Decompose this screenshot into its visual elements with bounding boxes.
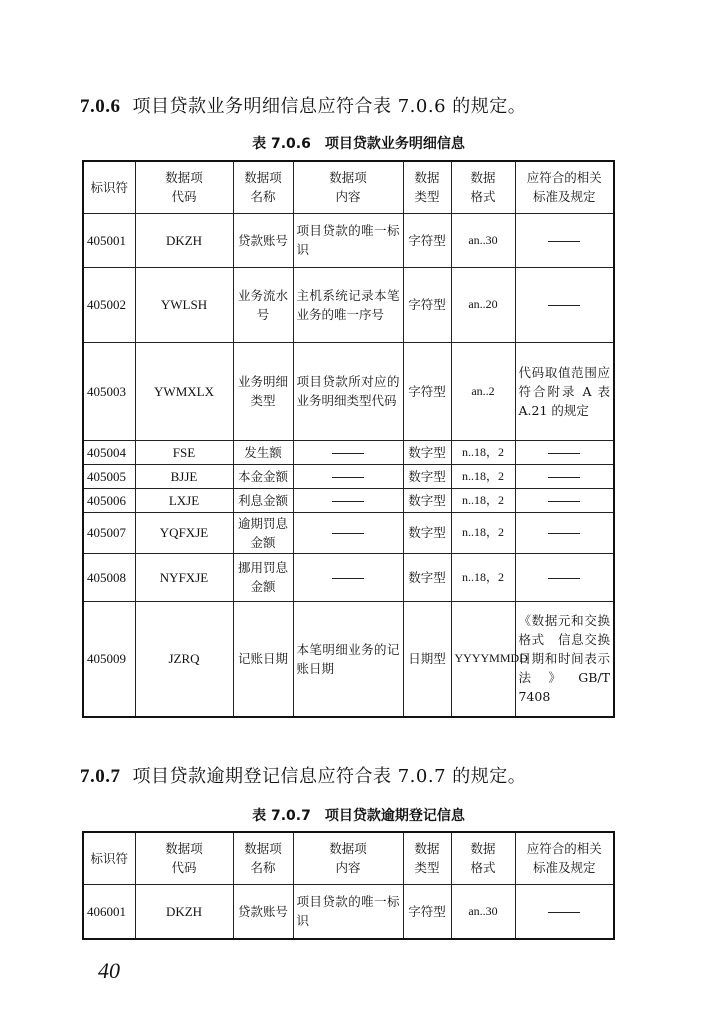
code-cell: YWLSH <box>135 267 233 342</box>
standard-cell <box>515 440 614 464</box>
table-body <box>83 884 614 939</box>
standard-cell <box>515 464 614 488</box>
format-cell: an..30 <box>451 884 515 939</box>
dash-mark <box>332 477 364 478</box>
dash-mark <box>332 501 364 502</box>
table-row <box>83 553 614 601</box>
format-cell: n..18，2 <box>451 512 515 553</box>
dash-mark <box>332 453 364 454</box>
content-cell: 项目贷款的唯一标识 <box>293 213 403 267</box>
dash-mark <box>548 305 580 306</box>
column-header: 数据项 名称 <box>233 161 293 213</box>
standard-cell <box>515 884 614 939</box>
table-row <box>83 512 614 553</box>
format-cell: n..18，2 <box>451 488 515 512</box>
identifier-cell: 406001 <box>83 884 135 939</box>
type-cell: 数字型 <box>403 464 451 488</box>
header-row <box>83 161 614 213</box>
standard-cell: 代码取值范围应符合附录 A 表 A.21 的规定 <box>515 342 614 440</box>
content-cell: 主机系统记录本笔业务的唯一序号 <box>293 267 403 342</box>
type-cell: 字符型 <box>403 213 451 267</box>
column-header: 数据 类型 <box>403 832 451 884</box>
standard-cell: 《数据元和交换格式 信息交换 日期和时间表示法》GB/T 7408 <box>515 601 614 717</box>
code-cell: YWMXLX <box>135 342 233 440</box>
name-cell: 逾期罚息金额 <box>233 512 293 553</box>
identifier-cell: 405007 <box>83 512 135 553</box>
identifier-cell: 405008 <box>83 553 135 601</box>
identifier-cell: 405004 <box>83 440 135 464</box>
code-cell: NYFXJE <box>135 553 233 601</box>
clause-text: 项目贷款逾期登记信息应符合表 7.0.7 的规定。 <box>132 766 527 787</box>
type-cell: 数字型 <box>403 553 451 601</box>
table-row <box>83 342 614 440</box>
name-cell: 利息金额 <box>233 488 293 512</box>
column-header: 数据项 内容 <box>293 832 403 884</box>
identifier-cell: 405003 <box>83 342 135 440</box>
column-header: 数据 类型 <box>403 161 451 213</box>
table-row <box>83 267 614 342</box>
dash-mark <box>548 241 580 242</box>
code-cell: BJJE <box>135 464 233 488</box>
table-body <box>83 213 623 717</box>
overdue-register-table <box>82 831 615 940</box>
dash-mark <box>548 912 580 913</box>
clause-text: 项目贷款业务明细信息应符合表 7.0.6 的规定。 <box>132 96 527 117</box>
column-header: 数据项 内容 <box>293 161 403 213</box>
identifier-cell: 405009 <box>83 601 135 717</box>
dash-mark <box>548 453 580 454</box>
identifier-cell: 405006 <box>83 488 135 512</box>
clause-number: 7.0.6 <box>80 96 121 117</box>
column-header: 数据项 代码 <box>135 832 233 884</box>
format-cell: n..18，2 <box>451 440 515 464</box>
clause-number: 7.0.7 <box>80 766 121 787</box>
column-header: 数据项 名称 <box>233 832 293 884</box>
table-header <box>83 161 614 213</box>
name-cell: 挪用罚息金额 <box>233 553 293 601</box>
content-cell: 本笔明细业务的记账日期 <box>293 601 403 717</box>
code-cell: LXJE <box>135 488 233 512</box>
column-header: 数据 格式 <box>451 161 515 213</box>
dash-mark <box>332 533 364 534</box>
name-cell: 业务明细类型 <box>233 342 293 440</box>
name-cell: 贷款账号 <box>233 213 293 267</box>
name-cell: 本金金额 <box>233 464 293 488</box>
format-cell: an..2 <box>451 342 515 440</box>
content-cell <box>293 440 403 464</box>
dash-mark <box>548 477 580 478</box>
code-cell: DKZH <box>135 213 233 267</box>
column-header: 应符合的相关 标准及规定 <box>515 161 614 213</box>
code-cell: YQFXJE <box>135 512 233 553</box>
identifier-cell: 405001 <box>83 213 135 267</box>
table-row <box>83 601 614 717</box>
standard-cell <box>515 488 614 512</box>
identifier-cell: 405005 <box>83 464 135 488</box>
content-cell <box>293 553 403 601</box>
table-row <box>83 213 614 267</box>
standard-cell <box>515 213 614 267</box>
name-cell: 记账日期 <box>233 601 293 717</box>
dash-mark <box>548 501 580 502</box>
type-cell: 数字型 <box>403 488 451 512</box>
name-cell: 贷款账号 <box>233 884 293 939</box>
column-header: 数据 格式 <box>451 832 515 884</box>
content-cell <box>293 464 403 488</box>
type-cell: 字符型 <box>403 342 451 440</box>
content-cell: 项目贷款的唯一标识 <box>293 884 403 939</box>
format-cell: an..20 <box>451 267 515 342</box>
standard-cell <box>515 512 614 553</box>
code-cell: JZRQ <box>135 601 233 717</box>
type-cell: 字符型 <box>403 884 451 939</box>
loan-detail-table <box>82 160 623 718</box>
column-header: 应符合的相关 标准及规定 <box>515 832 614 884</box>
clause-7-0-7 <box>80 762 526 788</box>
standard-cell <box>515 267 614 342</box>
header-row <box>83 832 614 884</box>
format-cell: an..30 <box>451 213 515 267</box>
page-number: 40 <box>98 958 120 983</box>
name-cell: 发生额 <box>233 440 293 464</box>
table-row <box>83 440 614 464</box>
name-cell: 业务流水号 <box>233 267 293 342</box>
table-row <box>83 464 614 488</box>
column-header: 标识符 <box>83 161 135 213</box>
content-cell: 项目贷款所对应的业务明细类型代码 <box>293 342 403 440</box>
code-cell: FSE <box>135 440 233 464</box>
format-cell: n..18，2 <box>451 553 515 601</box>
column-header: 标识符 <box>83 832 135 884</box>
type-cell: 字符型 <box>403 267 451 342</box>
table-caption: 表 7.0.7 项目贷款逾期登记信息 <box>252 808 465 824</box>
type-cell: 日期型 <box>403 601 451 717</box>
dash-mark <box>548 578 580 579</box>
column-header: 数据项 代码 <box>135 161 233 213</box>
dash-mark <box>548 533 580 534</box>
format-cell: YYYYMMDD <box>451 601 515 717</box>
standard-cell <box>515 553 614 601</box>
type-cell: 数字型 <box>403 512 451 553</box>
table-header <box>83 832 614 884</box>
code-cell: DKZH <box>135 884 233 939</box>
format-cell: n..18，2 <box>451 464 515 488</box>
dash-mark <box>332 578 364 579</box>
content-cell <box>293 488 403 512</box>
clause-7-0-6 <box>80 92 526 118</box>
table-caption: 表 7.0.6 项目贷款业务明细信息 <box>252 136 465 152</box>
identifier-cell: 405002 <box>83 267 135 342</box>
type-cell: 数字型 <box>403 440 451 464</box>
table-row <box>83 884 614 939</box>
content-cell <box>293 512 403 553</box>
table-row <box>83 488 614 512</box>
